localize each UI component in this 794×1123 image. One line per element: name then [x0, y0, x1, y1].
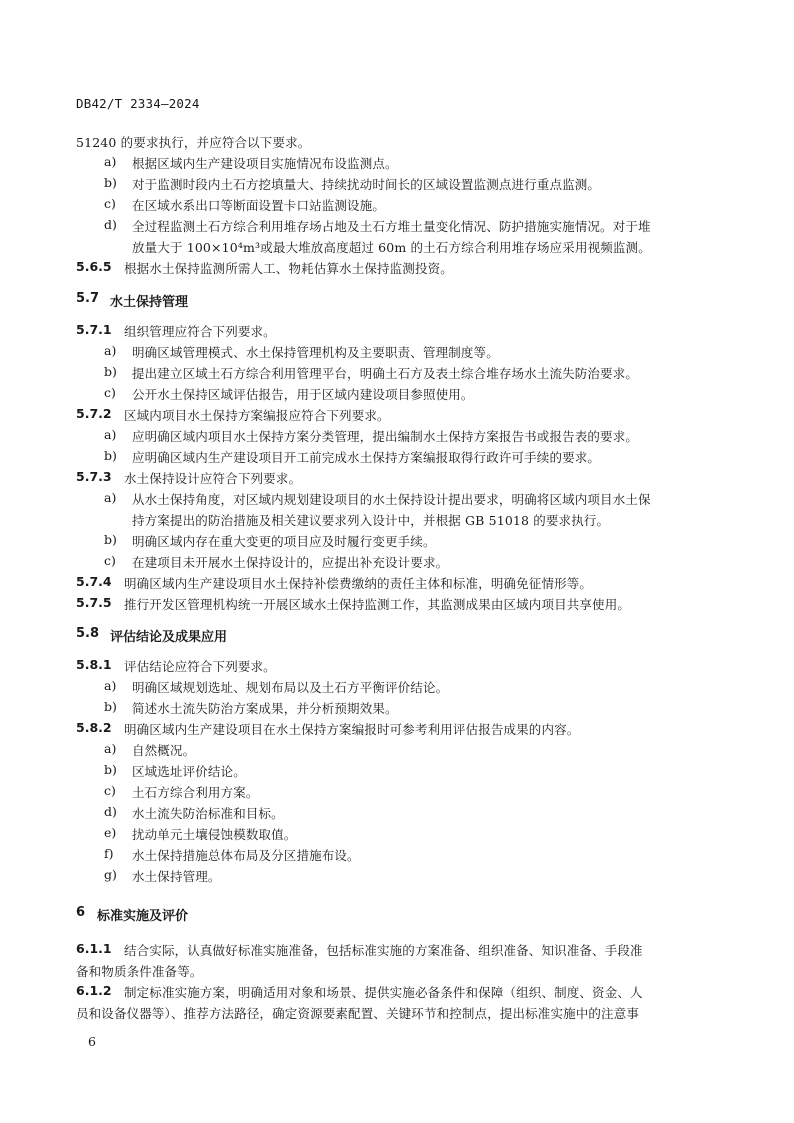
list-item: 水土流失防治标准和目标。	[132, 806, 284, 821]
document-header-id: DB42/T 2334—2024	[76, 96, 200, 111]
clause-text: 制定标准实施方案，明确适用对象和场景、提供实施必备条件和保障（组织、制度、资金、人	[124, 985, 643, 1000]
list-item: 区域选址评价结论。	[132, 764, 246, 779]
list-item: 公开水土保持区域评估报告，用于区域内建设项目参照使用。	[132, 387, 474, 402]
list-item-label: b)	[104, 762, 117, 777]
list-item-label: a)	[104, 154, 117, 169]
list-item: 对于监测时段内土石方挖填量大、持续扰动时间长的区域设置监测点进行重点监测。	[132, 177, 601, 192]
clause-text: 水土保持设计应符合下列要求。	[124, 471, 302, 486]
list-item-continuation: 持方案提出的防治措施及相关建议要求列入设计中，并根据 GB 51018 的要求执行。	[132, 513, 610, 528]
clause-number: 5.7.1	[76, 322, 112, 337]
list-item: 在区域水系出口等断面设置卡口站监测设施。	[132, 198, 386, 213]
list-item: 土石方综合利用方案。	[132, 785, 259, 800]
list-item-label: c)	[104, 783, 116, 798]
clause-number: 6.1.2	[76, 983, 112, 998]
clause-continuation: 员和设备仪器等）、推荐方法路径，确定资源要素配置、关键环节和控制点，提出标准实施中的注意事	[76, 1006, 640, 1021]
list-item-label: e)	[104, 825, 117, 840]
list-item: 在建项目未开展水土保持设计的，应提出补充设计要求。	[132, 555, 449, 570]
list-item-label: c)	[104, 553, 116, 568]
list-item: 应明确区域内生产建设项目开工前完成水土保持方案编报取得行政许可手续的要求。	[132, 450, 601, 465]
section-heading: 评估结论及成果应用	[110, 630, 228, 645]
list-item-label: d)	[104, 804, 117, 819]
clause-number: 5.7.5	[76, 595, 112, 610]
list-item-label: a)	[104, 678, 117, 693]
clause-text: 结合实际，认真做好标准实施准备，包括标准实施的方案准备、组织准备、知识准备、手段准	[124, 943, 643, 958]
list-item: 水土保持措施总体布局及分区措施布设。	[132, 848, 360, 863]
clause-text: 明确区域内生产建设项目在水土保持方案编报时可参考利用评估报告成果的内容。	[124, 722, 580, 737]
list-item: 全过程监测土石方综合利用堆存场占地及土石方堆土量变化情况、防护措施实施情况。对于堆	[132, 219, 651, 234]
list-item: 水土保持管理。	[132, 869, 221, 884]
list-item: 明确区域管理模式、水土保持管理机构及主要职责、管理制度等。	[132, 345, 499, 360]
body-line: 51240 的要求执行，并应符合以下要求。	[76, 135, 311, 150]
list-item-label: d)	[104, 217, 117, 232]
list-item-label: a)	[104, 427, 117, 442]
list-item: 简述水土流失防治方案成果，并分析预期效果。	[132, 701, 398, 716]
list-item-label: a)	[104, 343, 117, 358]
list-item: 明确区域内存在重大变更的项目应及时履行变更手续。	[132, 534, 436, 549]
list-item: 扰动单元土壤侵蚀模数取值。	[132, 827, 297, 842]
clause-number: 5.6.5	[76, 259, 112, 274]
list-item-label: f)	[104, 846, 114, 861]
list-item-label: b)	[104, 364, 117, 379]
clause-text: 明确区域内生产建设项目水土保持补偿费缴纳的责任主体和标准，明确免征情形等。	[124, 576, 593, 591]
clause-number: 5.8.2	[76, 720, 112, 735]
list-item-label: c)	[104, 196, 116, 211]
list-item-label: b)	[104, 448, 117, 463]
list-item: 提出建立区域土石方综合利用管理平台，明确土石方及表土综合堆存场水土流失防治要求。	[132, 366, 639, 381]
list-item-label: g)	[104, 867, 117, 882]
list-item-label: b)	[104, 175, 117, 190]
clause-continuation: 备和物质条件准备等。	[76, 964, 203, 979]
list-item-label: a)	[104, 490, 117, 505]
list-item-label: b)	[104, 532, 117, 547]
clause-text: 推行开发区管理机构统一开展区域水土保持监测工作，其监测成果由区域内项目共享使用。	[124, 597, 631, 612]
section-number: 5.7	[76, 291, 100, 306]
list-item-label: a)	[104, 741, 117, 756]
list-item-continuation: 放量大于 100×10⁴m³或最大堆放高度超过 60m 的土石方综合利用堆存场应采用视频监测。	[132, 240, 651, 255]
section-heading: 标准实施及评价	[97, 909, 189, 924]
list-item: 从水土保持角度，对区域内规划建设项目的水土保持设计提出要求，明确将区域内项目水土保	[132, 492, 651, 507]
list-item-label: c)	[104, 385, 116, 400]
clause-text: 区域内项目水土保持方案编报应符合下列要求。	[124, 408, 390, 423]
clause-number: 6.1.1	[76, 941, 112, 956]
clause-number: 5.7.2	[76, 406, 112, 421]
clause-text: 组织管理应符合下列要求。	[124, 324, 276, 339]
clause-text: 根据水土保持监测所需人工、物耗估算水土保持监测投资。	[124, 261, 453, 276]
section-number: 5.8	[76, 626, 100, 641]
list-item: 明确区域规划选址、规划布局以及土石方平衡评价结论。	[132, 680, 449, 695]
list-item: 应明确区域内项目水土保持方案分类管理，提出编制水土保持方案报告书或报告表的要求。	[132, 429, 639, 444]
section-number: 6	[76, 905, 86, 920]
clause-number: 5.7.3	[76, 469, 112, 484]
clause-text: 评估结论应符合下列要求。	[124, 659, 276, 674]
list-item-label: b)	[104, 699, 117, 714]
clause-number: 5.7.4	[76, 574, 112, 589]
page-number: 6	[88, 1034, 96, 1049]
section-heading: 水土保持管理	[110, 295, 189, 310]
list-item: 自然概况。	[132, 743, 196, 758]
list-item: 根据区域内生产建设项目实施情况布设监测点。	[132, 156, 398, 171]
clause-number: 5.8.1	[76, 657, 112, 672]
